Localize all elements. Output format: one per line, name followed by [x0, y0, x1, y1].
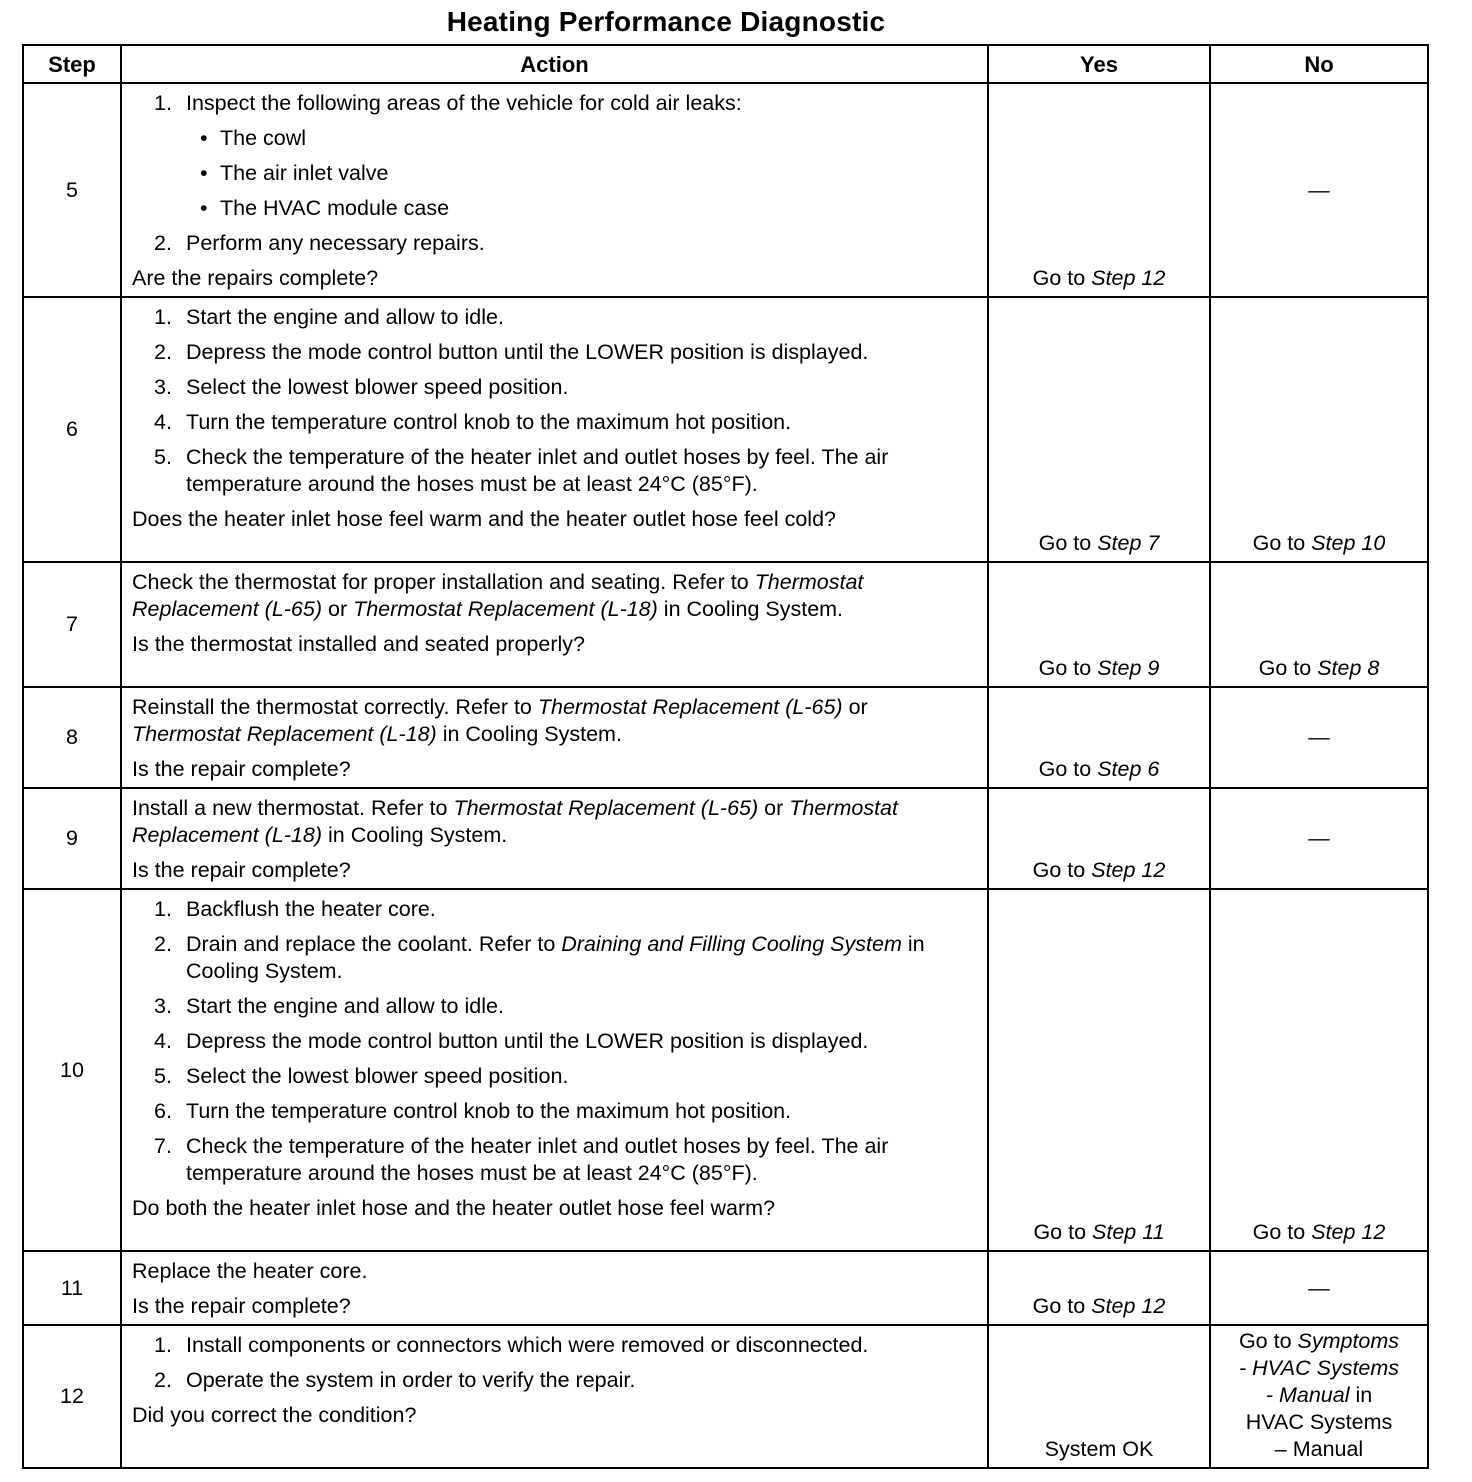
reference: Thermostat Replacement (L-65)	[453, 796, 759, 820]
yes-cell: Go to Step 9	[988, 562, 1210, 687]
action-cell: Check the thermostat for proper installation and seating. Refer to Thermostat Replacement (L-65) or Thermostat Replacement (L-18) in Cooling System. Is the thermostat installed and seated properly?	[121, 562, 988, 687]
step-number: 6	[23, 297, 121, 562]
step-link: Step 9	[1097, 656, 1160, 680]
question: Do both the heater inlet hose and the heater outlet hose feel warm?	[132, 1196, 776, 1220]
step-number: 8	[23, 687, 121, 788]
table-row	[23, 297, 1428, 562]
step-link: Step 11	[1092, 1220, 1165, 1244]
no-cell: —	[1210, 83, 1428, 297]
reference: Thermostat Replacement (L-65)	[537, 695, 843, 719]
question: Is the thermostat installed and seated properly?	[132, 632, 585, 656]
yes-cell: Go to Step 12	[988, 83, 1210, 297]
action-cell: 1. Start the engine and allow to idle. 2. Depress the mode control button until the LOWER position is displayed. 3. Select the lowest blower speed position. 4. Turn the temperature control knob to the maximum hot position. 5. Check the temperature of the heater inlet and outlet hoses by feel. The air temperature around the hoses must be at least 24°C (85°F). Does the heater inlet hose feel warm and the heater outlet hose feel cold?	[121, 297, 988, 562]
no-cell: Go to Step 12	[1210, 889, 1428, 1251]
step-link: Step 12	[1091, 858, 1166, 882]
yes-cell: Go to Step 11	[988, 889, 1210, 1251]
reference: Symptoms	[1297, 1329, 1400, 1353]
no-cell: Go to Symptoms - HVAC Systems - Manual in HVAC Systems – Manual	[1210, 1325, 1428, 1468]
question: Is the repair complete?	[132, 1294, 351, 1318]
step-number: 10	[23, 889, 121, 1251]
action-item: Inspect the following areas of the vehicle for cold air leaks:	[186, 91, 742, 115]
question: Is the repair complete?	[132, 858, 351, 882]
action-cell: 1. Install components or connectors which were removed or disconnected. 2. Operate the system in order to verify the repair. Did you correct the condition?	[121, 1325, 988, 1468]
header-yes: Yes	[988, 45, 1210, 83]
action-item: Turn the temperature control knob to the maximum hot position.	[186, 1099, 792, 1123]
table-row	[23, 83, 1428, 297]
table-row	[23, 1325, 1428, 1468]
page-title: Heating Performance Diagnostic	[446, 6, 886, 37]
bullet-item: The HVAC module case	[220, 196, 450, 220]
step-link: Step 12	[1311, 1220, 1386, 1244]
yes-cell: Go to Step 12	[988, 1251, 1210, 1325]
action-item: Install components or connectors which were removed or disconnected.	[186, 1333, 869, 1357]
reference: Thermostat Replacement (L-18)	[132, 796, 898, 847]
step-link: Step 12	[1091, 1294, 1166, 1318]
reference: Thermostat Replacement (L-18)	[132, 722, 437, 746]
table-row	[23, 889, 1428, 1251]
step-number: 9	[23, 788, 121, 889]
action-cell: 1. Inspect the following areas of the vehicle for cold air leaks: • The cowl • The air inlet valve • The HVAC module case 2. Perform any necessary repairs. Are the repairs complete?	[121, 83, 988, 297]
table-row	[23, 788, 1428, 889]
header-row	[23, 45, 1428, 83]
no-cell: Go to Step 10	[1210, 297, 1428, 562]
step-link: Step 7	[1097, 531, 1160, 555]
reference: Thermostat Replacement (L-18)	[353, 597, 658, 621]
question: Does the heater inlet hose feel warm and the heater outlet hose feel cold?	[132, 507, 836, 531]
table-row	[23, 687, 1428, 788]
action-item: Turn the temperature control knob to the maximum hot position.	[186, 410, 792, 434]
yes-cell: System OK	[988, 1325, 1210, 1468]
action-item: Start the engine and allow to idle.	[186, 994, 504, 1018]
action-item: Depress the mode control button until the LOWER position is displayed.	[186, 340, 869, 364]
step-number: 11	[23, 1251, 121, 1325]
action-item: Select the lowest blower speed position.	[186, 1064, 569, 1088]
yes-cell: Go to Step 7	[988, 297, 1210, 562]
header-action: Action	[121, 45, 988, 83]
yes-cell: Go to Step 12	[988, 788, 1210, 889]
action-item: Check the temperature of the heater inlet and outlet hoses by feel. The air temperature around the hoses must be at least 24°C (85°F).	[186, 1134, 889, 1185]
action-cell	[121, 1251, 988, 1325]
action-cell: Install a new thermostat. Refer to Thermostat Replacement (L-65) or Thermostat Replacement (L-18) in Cooling System. Is the repair complete?	[121, 788, 988, 889]
reference: Manual	[1278, 1383, 1350, 1407]
yes-cell: Go to Step 6	[988, 687, 1210, 788]
no-cell: Go to Step 8	[1210, 562, 1428, 687]
no-cell: —	[1210, 1251, 1428, 1325]
header-step: Step	[23, 45, 121, 83]
reference: Draining and Filling Cooling System	[561, 932, 902, 956]
step-number: 7	[23, 562, 121, 687]
step-link: Step 6	[1097, 757, 1160, 781]
action-item: Check the temperature of the heater inlet and outlet hoses by feel. The air temperature around the hoses must be at least 24°C (85°F).	[186, 445, 889, 496]
step-number: 12	[23, 1325, 121, 1468]
question: Did you correct the condition?	[132, 1403, 417, 1427]
reference: HVAC Systems	[1252, 1356, 1400, 1380]
step-link: Step 12	[1091, 266, 1166, 290]
step-link: Step 10	[1311, 531, 1386, 555]
action-item: Select the lowest blower speed position.	[186, 375, 569, 399]
bullet-item: The cowl	[220, 126, 307, 150]
diagnostic-table	[22, 44, 1429, 1469]
no-cell: —	[1210, 788, 1428, 889]
question: Is the repair complete?	[132, 757, 351, 781]
table-row	[23, 562, 1428, 687]
action-item: Operate the system in order to verify the repair.	[186, 1368, 636, 1392]
action-cell: Reinstall the thermostat correctly. Refer to Thermostat Replacement (L-65) or Thermostat Replacement (L-18) in Cooling System. Is the repair complete?	[121, 687, 988, 788]
table-row	[23, 1251, 1428, 1325]
step-number: 5	[23, 83, 121, 297]
action-item: Start the engine and allow to idle.	[186, 305, 504, 329]
step-link: Step 8	[1317, 656, 1380, 680]
no-cell: —	[1210, 687, 1428, 788]
action-item: Backflush the heater core.	[186, 897, 436, 921]
action-item: Depress the mode control button until the LOWER position is displayed.	[186, 1029, 869, 1053]
reference: Thermostat Replacement (L-65)	[132, 570, 864, 621]
bullet-item: The air inlet valve	[220, 161, 389, 185]
question: Are the repairs complete?	[132, 266, 379, 290]
action-text: Replace the heater core.	[132, 1259, 368, 1283]
header-no: No	[1210, 45, 1428, 83]
action-cell: 1. Backflush the heater core. 2. Drain and replace the coolant. Refer to Draining and Filling Cooling System in Cooling System. 3. Start the engine and allow to idle. 4. Depress the mode control button until the LOWER position is displayed. 5. Select the lowest blower speed position. 6. Turn the temperature control knob to the maximum hot position. 7. Check the temperature of the heater inlet and outlet hoses by feel. The air temperature around the hoses must be at least 24°C (85°F). Do both the heater inlet hose and the heater outlet hose feel warm?	[121, 889, 988, 1251]
action-item: Perform any necessary repairs.	[186, 231, 485, 255]
